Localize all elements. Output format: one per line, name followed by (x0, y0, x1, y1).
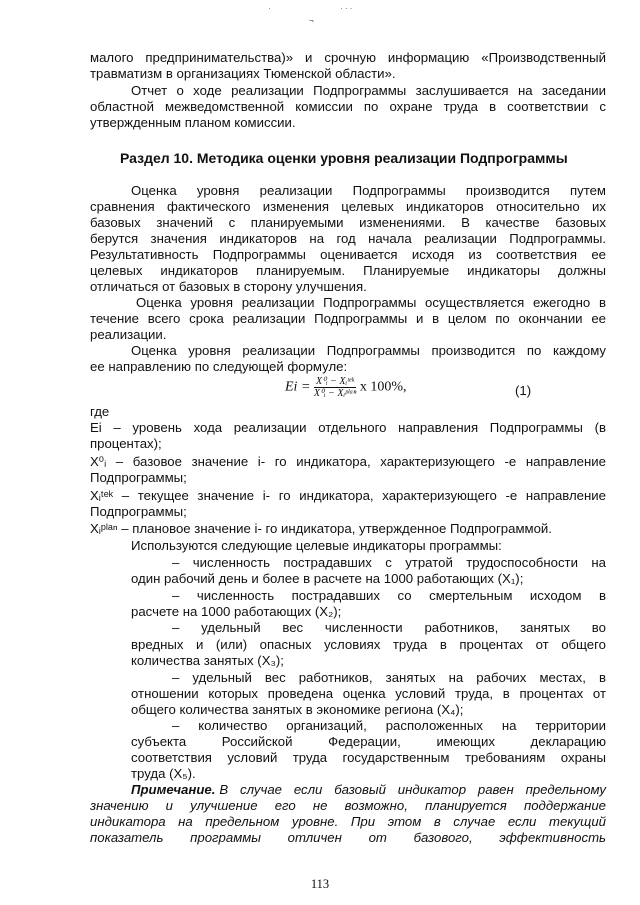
note-text: В случае если базовый индикатор равен предельному (219, 782, 606, 797)
text-line: базовых значений с планируемыми изменениями. В качестве базовых (90, 215, 606, 230)
indicator-line: количества занятых (X₃); (131, 653, 284, 668)
indicator-line: соответствия условий труда государственным требованиям охраны (131, 750, 606, 765)
formula-numerator: X⁰ᵢ − Xᵢᵗᵉᵏ (314, 376, 356, 388)
definition-line: Xᵢᵗᵉᵏ – текущее значение i- го индикатора, характеризующего -е направление (90, 488, 606, 503)
formula-denominator: X⁰ᵢ − Xᵢᵖˡᵃⁿ (313, 388, 357, 399)
text-line: малого предпринимательства)» и срочную информацию «Производственный (90, 50, 606, 65)
formula (285, 376, 407, 399)
note-first-line (131, 782, 606, 798)
note-line: значению и улучшение его не возможно, планируется поддержание (90, 798, 606, 813)
indicator-line: – численность пострадавших со смертельным исходом в (172, 588, 606, 603)
definition-line: Подпрограммы; (90, 504, 187, 519)
scan-mark: · (268, 4, 271, 13)
section-heading: Раздел 10. Методика оценки уровня реализации Подпрограммы (120, 150, 568, 166)
formula-number: (1) (515, 383, 532, 398)
indicator-line: труда (X₅). (131, 766, 196, 781)
formula-fraction (314, 376, 356, 399)
page-number: 113 (310, 877, 330, 891)
text-line: травматизм в организациях Тюменской области». (90, 66, 396, 81)
scan-mark: ¬ (309, 16, 314, 25)
text-line: Результативность Подпрограммы оценивается исходя из соответствия ее (90, 247, 606, 262)
definition-line: X⁰ᵢ – базовое значение i- го индикатора, характеризующего -е направление (90, 454, 606, 469)
indicator-line: вредных и (или) опасных условиях труда в процентах от общего (131, 637, 606, 652)
formula-lhs: Ei = (285, 379, 311, 395)
text-line: отличаться от базовых в сторону улучшения. (90, 279, 367, 294)
indicator-line: – удельный вес работников, занятых на рабочих местах, в (172, 670, 606, 685)
indicator-line: – численность пострадавших с утратой трудоспособности на (172, 555, 606, 570)
definition-line: Используются следующие целевые индикаторы программы: (131, 538, 502, 553)
definition-line: Подпрограммы; (90, 470, 187, 485)
text-line: сравнения фактического изменения целевых индикаторов относительно их (90, 199, 606, 214)
text-line: берутся значения индикаторов на год начала реализации Подпрограммы. (90, 231, 606, 246)
text-line: ее направлению по следующей формуле: (90, 359, 348, 374)
indicator-line: расчете на 1000 работающих (X₂); (131, 604, 342, 619)
text-line: Оценка уровня реализации Подпрограммы производится по каждому (131, 343, 606, 358)
text-line: Оценка уровня реализации Подпрограммы производится путем (131, 183, 606, 198)
note-line: показатель программы отличен от базового, эффективность (90, 830, 606, 845)
formula-rhs: x 100%, (359, 379, 407, 395)
note-line: индикатора на предельном уровне. При этом в случае если текущий (90, 814, 606, 829)
definition-line: Ei – уровень хода реализации отдельного направления Подпрограммы (в (90, 420, 606, 435)
indicator-line: один рабочий день и более в расчете на 1000 работающих (X₁); (131, 571, 524, 586)
indicator-line: – количество организаций, расположенных на территории (172, 718, 606, 733)
text-line: течение всего срока реализации Подпрограммы и в целом по окончании ее (90, 311, 606, 326)
text-line: областной межведомственной комиссии по охране труда в соответствии с (90, 99, 606, 114)
definition-line: Xᵢᵖˡᵃⁿ – плановое значение i- го индикатора, утвержденное Подпрограммой. (90, 521, 552, 536)
indicator-line: общего количества занятых в экономике региона (X₄); (131, 702, 464, 717)
definition-line: процентах); (90, 436, 162, 451)
indicator-line: – удельный вес численности работников, занятых во (172, 620, 606, 635)
where-label: где (90, 404, 110, 419)
note-label: Примечание. (131, 782, 216, 797)
text-line: Отчет о ходе реализации Подпрограммы заслушивается на заседании (131, 83, 606, 98)
text-line: целевых индикаторов планируемым. Планируемые индикаторы должны (90, 263, 606, 278)
text-line: утвержденным планом комиссии. (90, 115, 296, 130)
text-line: реализации. (90, 327, 167, 342)
indicator-line: субъекта Российской Федерации, имеющих декларацию (131, 734, 606, 749)
text-line: Оценка уровня реализации Подпрограммы осуществляется ежегодно в (136, 295, 606, 310)
scan-mark: · · · (340, 4, 353, 13)
indicator-line: отношении которых проведена оценка условий труда, в процентах от (131, 686, 606, 701)
